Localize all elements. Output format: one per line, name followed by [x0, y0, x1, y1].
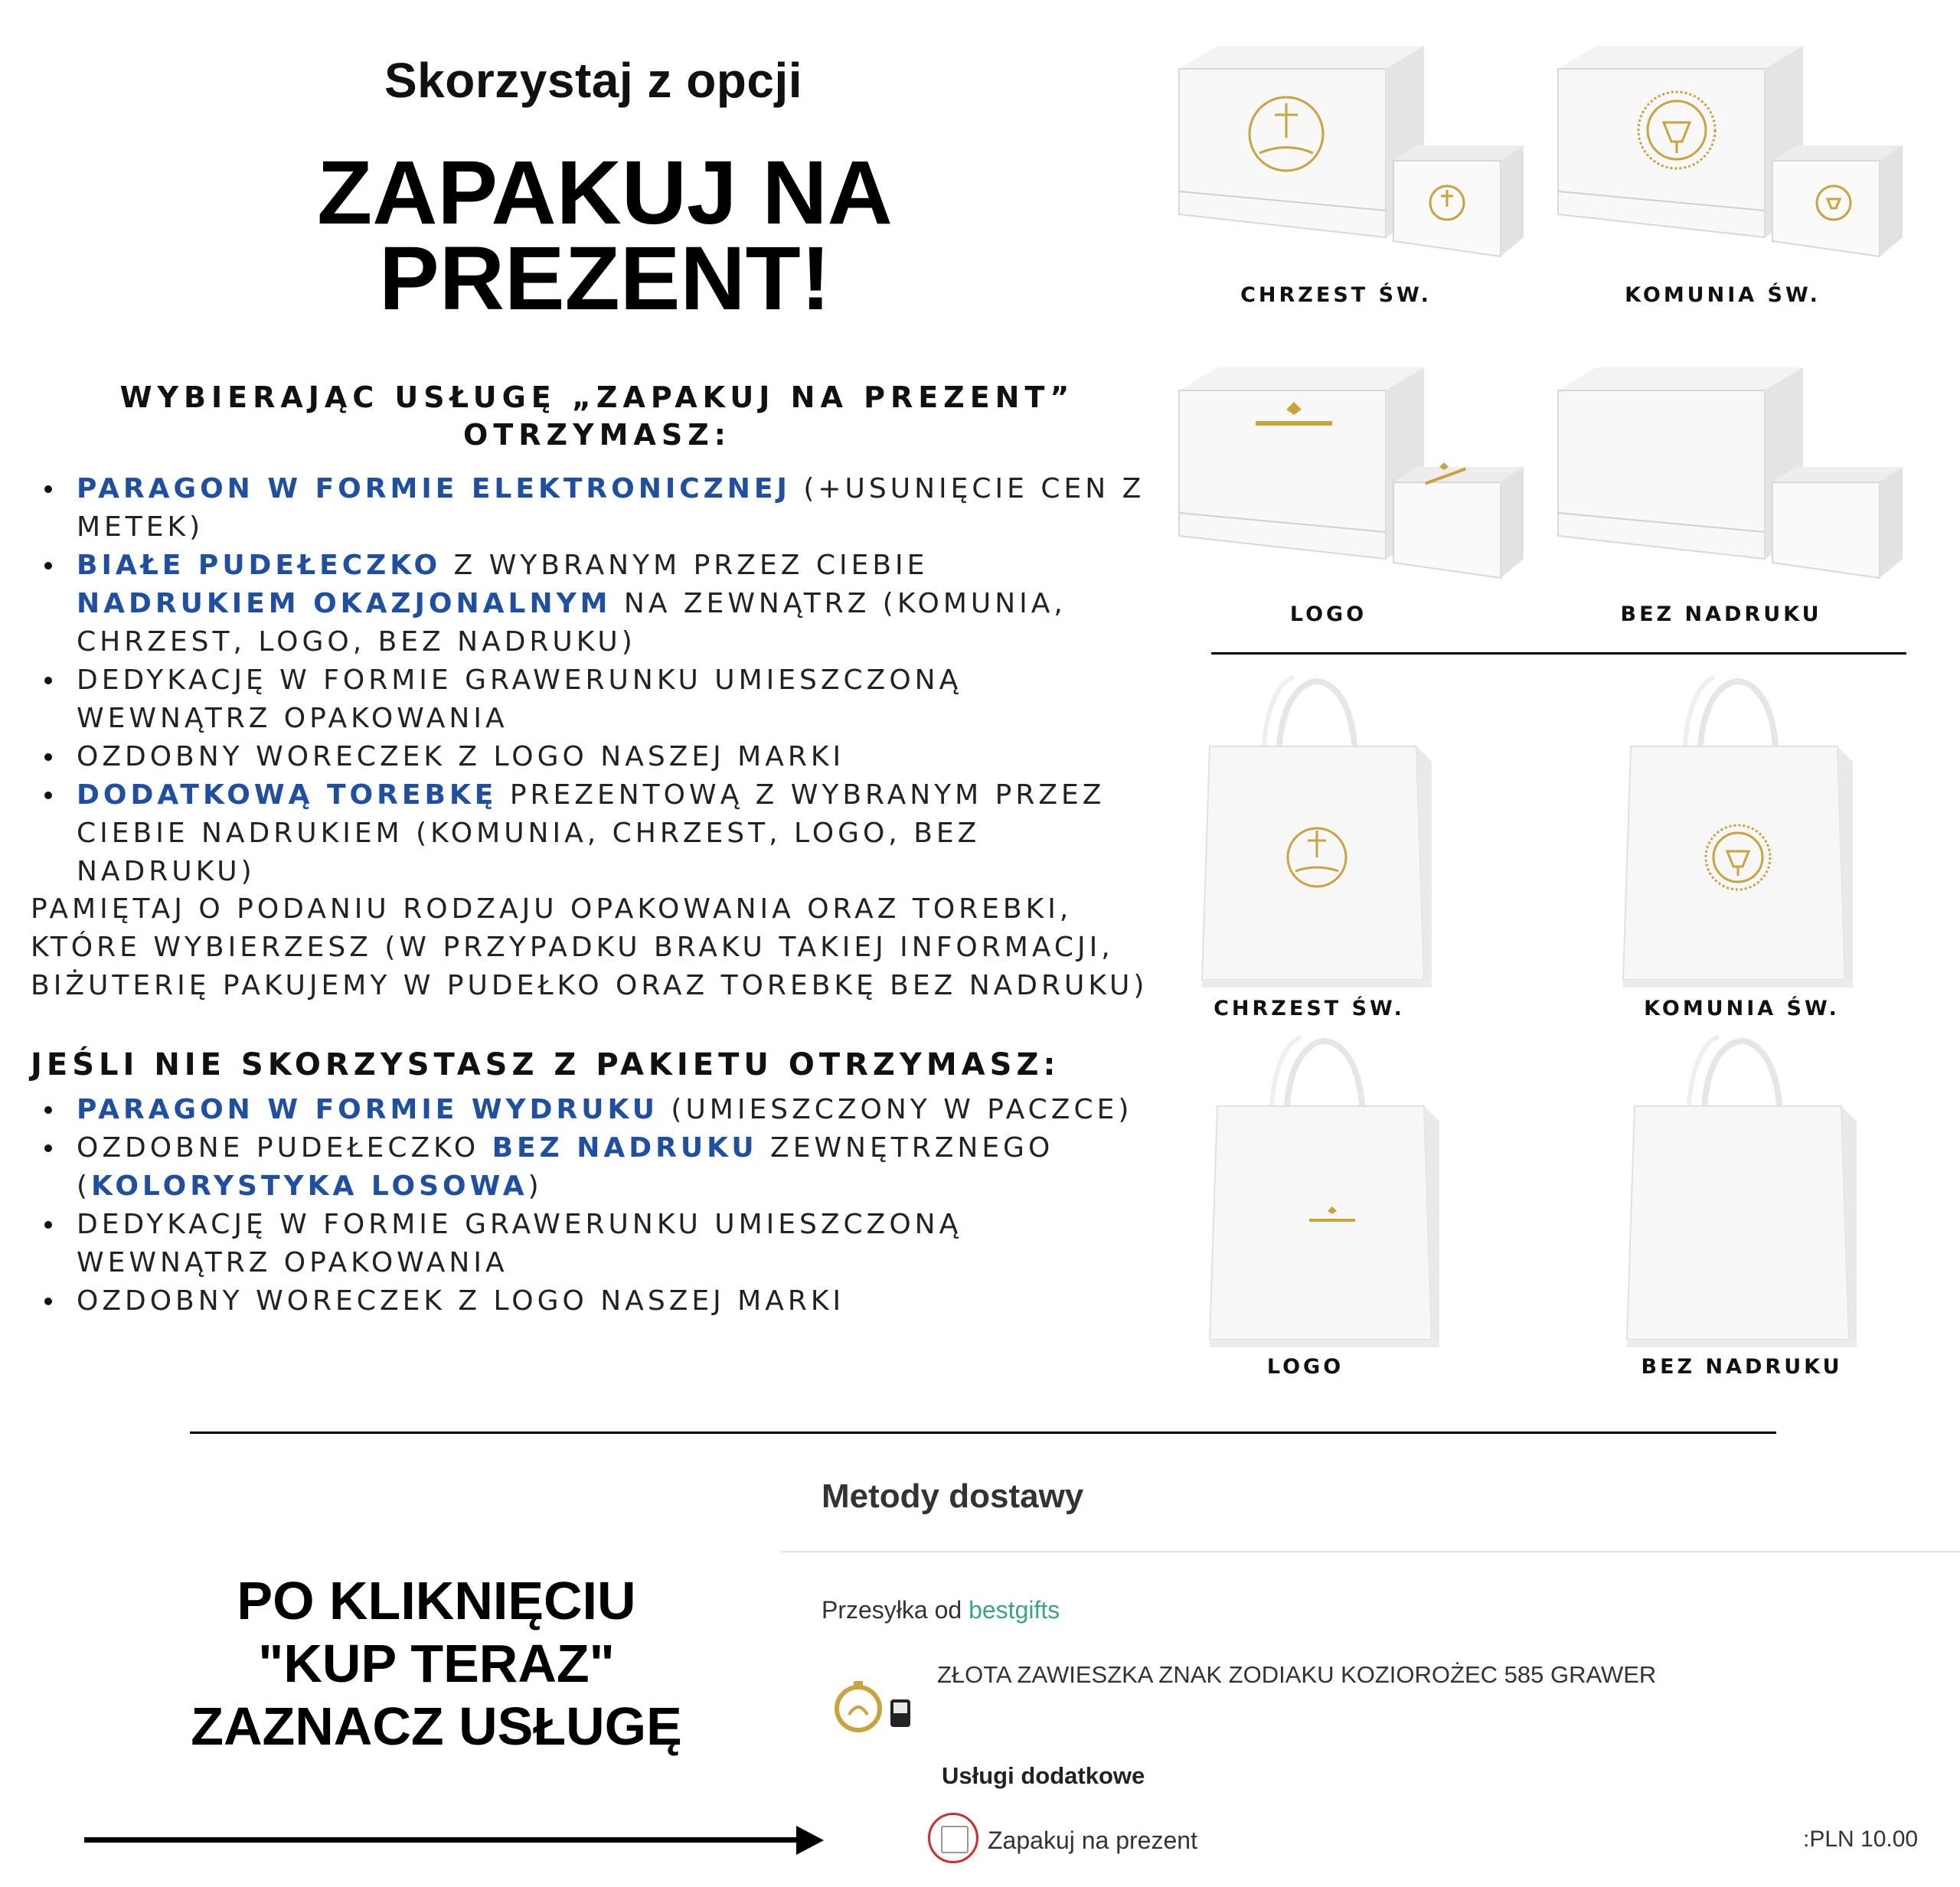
item-text: NA ZEWNĄTRZ (KOMUNIA, CHRZEST, LOGO, BEZ NADRUKU) — [77, 588, 1067, 658]
list-item — [31, 738, 1164, 776]
packaging-note: PAMIĘTAJ O PODANIU RODZAJU OPAKOWANIA ORAZ TOREBKI, KTÓRE WYBIERZESZ (W PRZYPADKU BRAKU TAKIEJ INFORMACJI, BIŻUTERIĘ PAKUJEMY W PUDEŁKO ORAZ TOREBKĘ BEZ NADRUKU) — [31, 893, 1148, 1001]
box-label-plain: BEZ NADRUKU — [1620, 602, 1822, 626]
item-text: (UMIESZCZONY W PACZCE) — [658, 1094, 1133, 1125]
gift-wrap-price: :PLN 10.00 — [1803, 1827, 1919, 1852]
delivery-methods-title: Metody dostawy — [822, 1477, 1084, 1515]
additional-services-title: Usługi dodatkowe — [942, 1762, 1145, 1789]
gift-bag-logo — [1202, 1033, 1447, 1370]
gift-wrap-checkbox[interactable] — [941, 1826, 969, 1853]
item-text: DEDYKACJĘ W FORMIE GRAWERUNKU UMIESZCZONĄ WEWNĄTRZ OPAKOWANIA — [77, 664, 962, 734]
page-headline — [0, 142, 1210, 329]
product-name[interactable]: ZŁOTA ZAWIESZKA ZNAK ZODIAKU KOZIOROŻEC 585 GRAWER — [937, 1661, 1657, 1688]
headline-line-2: PREZENT! — [379, 228, 831, 329]
arrow-right-icon — [84, 1837, 804, 1843]
divider — [190, 1432, 1776, 1434]
divider — [1211, 652, 1906, 655]
arrow-head-icon — [796, 1826, 824, 1855]
item-text: (+USUNIĘCIE CEN Z METEK) — [77, 473, 1145, 543]
cta-line-1: PO KLIKNIĘCIU — [237, 1571, 636, 1631]
cta-text — [138, 1569, 735, 1758]
shipper-prefix: Przesyłka od — [822, 1596, 969, 1624]
item-text: Z WYBRANYM PRZEZ CIEBIE — [441, 550, 929, 581]
without-service-list — [31, 1091, 1164, 1321]
bag-label-baptism: CHRZEST ŚW. — [1214, 997, 1405, 1020]
bag-label-communion: KOMUNIA ŚW. — [1644, 997, 1840, 1020]
highlight-text: KOLORYSTYKA LOSOWA — [91, 1170, 528, 1202]
with-service-title-line-2: OTRZYMASZ: — [463, 418, 731, 452]
bag-label-plain: BEZ NADRUKU — [1641, 1355, 1843, 1379]
highlight-text: BEZ NADRUKU — [492, 1132, 758, 1164]
highlight-text: PARAGON W FORMIE WYDRUKU — [77, 1094, 658, 1125]
kicker-text: Skorzystaj z opcji — [384, 53, 803, 108]
item-text: PREZENTOWĄ Z WYBRANYM PRZEZ CIEBIE NADRUKIEM (KOMUNIA, CHRZEST, LOGO, BEZ NADRUKU) — [77, 779, 1106, 887]
highlight-text: DODATKOWĄ TOREBKĘ — [77, 779, 498, 811]
gift-box-communion — [1550, 46, 1918, 276]
gift-wrap-label[interactable]: Zapakuj na prezent — [988, 1827, 1197, 1854]
headline-line-1: ZAPAKUJ NA — [317, 142, 893, 243]
gift-bag-baptism — [1194, 674, 1439, 1010]
cta-line-3: ZAZNACZ USŁUGĘ — [191, 1696, 682, 1756]
gift-bag-plain — [1619, 1033, 1864, 1370]
item-text: OZDOBNE PUDEŁECZKO — [77, 1132, 492, 1164]
item-text: OZDOBNY WORECZEK Z LOGO NASZEJ MARKI — [77, 741, 845, 772]
box-label-baptism: CHRZEST ŚW. — [1240, 283, 1432, 307]
list-item — [31, 1206, 1164, 1282]
item-text: ) — [528, 1170, 543, 1202]
with-service-title — [61, 379, 1133, 454]
divider — [781, 1551, 1960, 1552]
gift-bag-communion — [1615, 674, 1860, 1010]
with-service-list — [31, 470, 1164, 891]
gift-box-baptism — [1171, 46, 1539, 276]
item-text: OZDOBNY WORECZEK Z LOGO NASZEJ MARKI — [77, 1285, 845, 1317]
list-item — [31, 1282, 1164, 1321]
gift-box-logo — [1171, 367, 1539, 597]
gift-box-plain — [1550, 367, 1918, 597]
highlight-text: BIAŁE PUDEŁECZKO — [77, 550, 442, 581]
seller-link[interactable]: bestgifts — [969, 1596, 1060, 1624]
without-service-title: JEŚLI NIE SKORZYSTASZ Z PAKIETU OTRZYMASZ: — [31, 1047, 1060, 1082]
list-item — [31, 1129, 1164, 1206]
item-text: ZEWNĘTRZNEGO ( — [77, 1132, 1054, 1202]
list-item — [31, 470, 1164, 547]
box-label-communion: KOMUNIA ŚW. — [1625, 283, 1821, 307]
list-item — [31, 1091, 1164, 1129]
list-item — [31, 547, 1164, 661]
with-service-title-line-1: WYBIERAJĄC USŁUGĘ „ZAPAKUJ NA PREZENT” — [119, 380, 1075, 414]
cta-line-2: "KUP TERAZ" — [258, 1634, 615, 1693]
shipper-line — [822, 1596, 1060, 1624]
item-text: DEDYKACJĘ W FORMIE GRAWERUNKU UMIESZCZONĄ WEWNĄTRZ OPAKOWANIA — [77, 1209, 962, 1278]
list-item — [31, 661, 1164, 738]
highlight-text: NADRUKIEM OKAZJONALNYM — [77, 588, 612, 619]
highlight-text: PARAGON W FORMIE ELEKTRONICZNEJ — [77, 473, 791, 504]
box-label-logo: LOGO — [1289, 602, 1367, 626]
list-item — [31, 776, 1164, 891]
bag-label-logo: LOGO — [1266, 1355, 1344, 1379]
product-thumbnail — [831, 1669, 923, 1745]
